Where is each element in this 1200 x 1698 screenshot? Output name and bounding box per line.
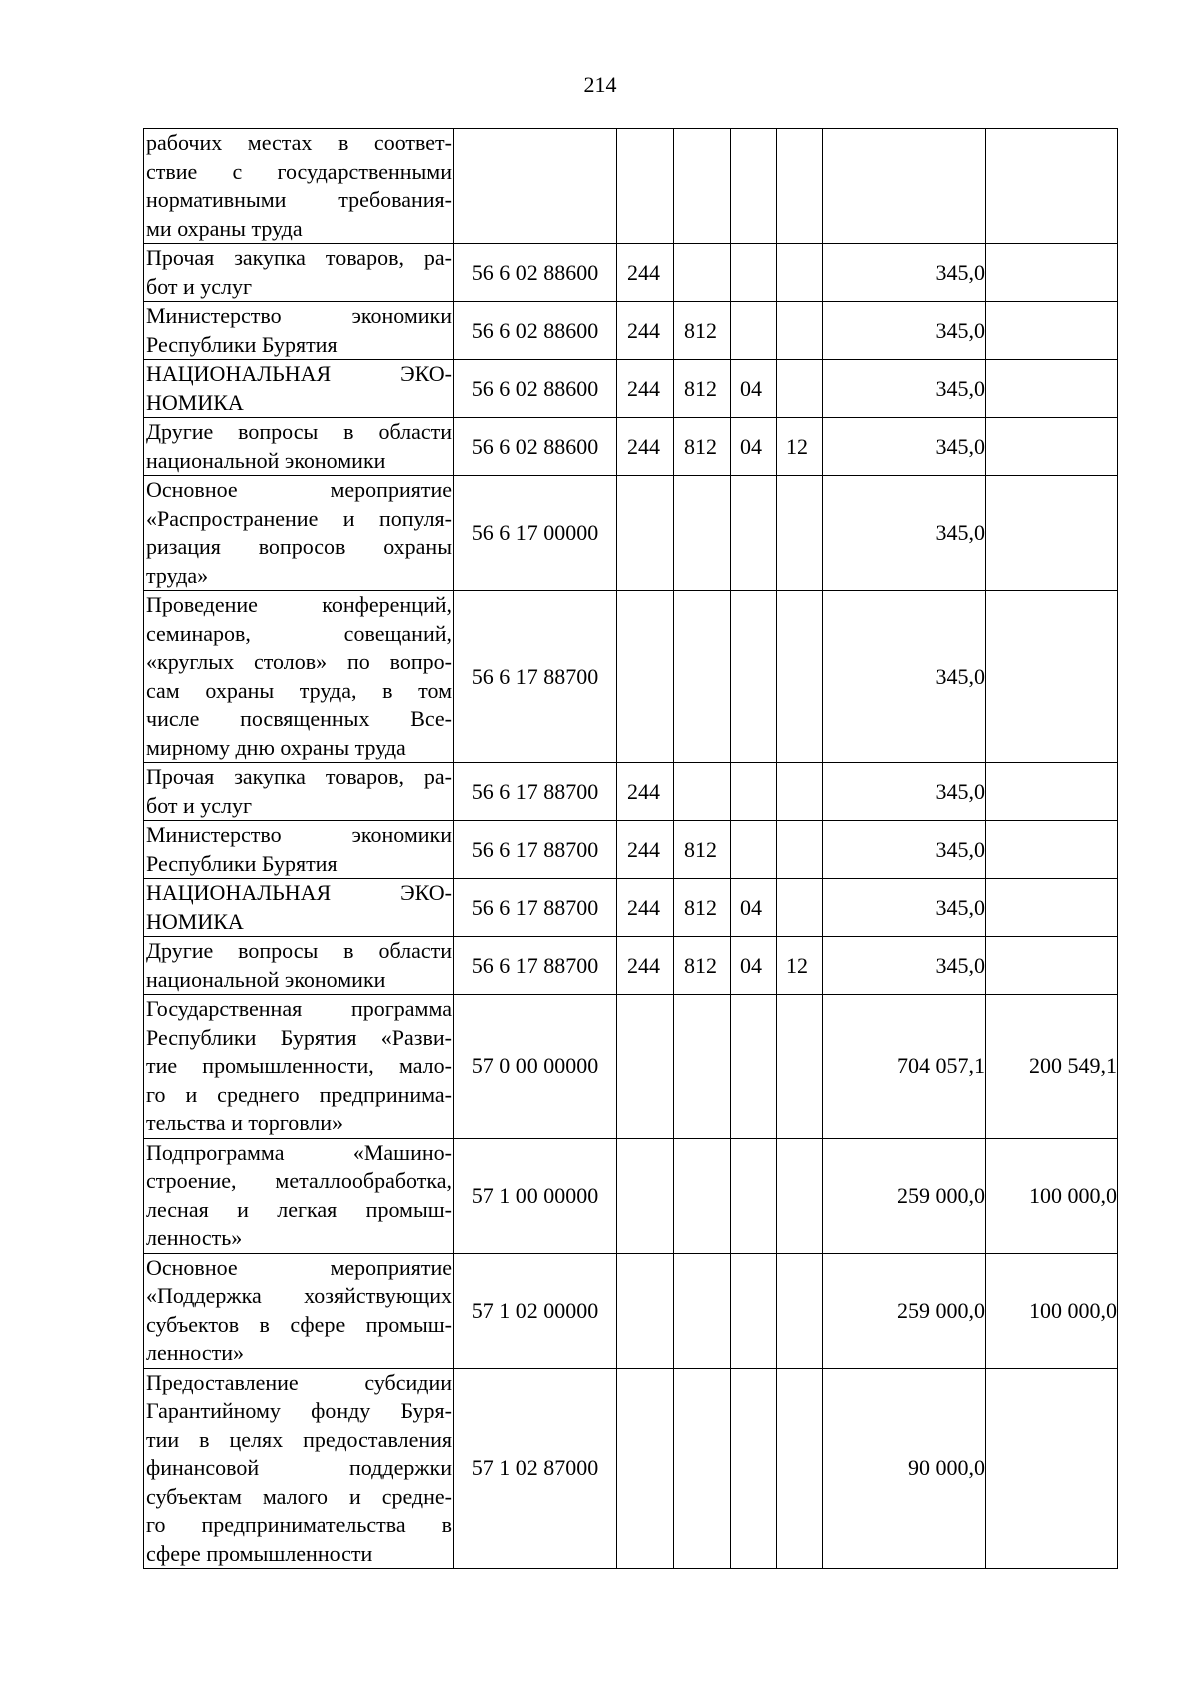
expense-type-cell <box>617 476 674 591</box>
item-name-line: субъектам малого и средне- <box>146 1483 452 1509</box>
item-name-cell <box>144 995 454 1139</box>
administrator-code-cell: 812 <box>674 360 731 418</box>
amount-cell: 259 000,0 <box>823 1253 986 1368</box>
administrator-code-cell: 812 <box>674 302 731 360</box>
item-name-line: семинаров, совещаний, <box>146 620 452 646</box>
item-name-line: тельства и торговли» <box>146 1110 344 1135</box>
item-name-cell <box>144 302 454 360</box>
expense-type-cell: 244 <box>617 879 674 937</box>
administrator-code-cell: 812 <box>674 418 731 476</box>
expense-type-cell <box>617 1368 674 1569</box>
subsection-cell <box>777 302 823 360</box>
section-cell <box>731 591 777 763</box>
target-article-cell: 57 1 02 00000 <box>454 1253 617 1368</box>
administrator-code-cell <box>674 763 731 821</box>
item-name-line: ленность» <box>146 1225 243 1250</box>
section-cell <box>731 995 777 1139</box>
expense-type-cell: 244 <box>617 244 674 302</box>
section-cell: 04 <box>731 418 777 476</box>
expense-type-cell: 244 <box>617 821 674 879</box>
item-name-line: НОМИКА <box>146 389 244 415</box>
section-cell: 04 <box>731 937 777 995</box>
table-row <box>144 591 1118 763</box>
amount-cell: 345,0 <box>823 476 986 591</box>
item-name-line: лесная и легкая промыш- <box>146 1196 452 1222</box>
item-name-line: строение, металлообработка, <box>146 1168 452 1193</box>
item-name-line: Основное мероприятие <box>146 477 452 502</box>
amount-federal-cell <box>986 937 1118 995</box>
item-name-line: национальной экономики <box>146 447 386 473</box>
item-name-line: Республики Бурятия «Разви- <box>146 1024 452 1050</box>
amount-cell: 259 000,0 <box>823 1138 986 1253</box>
target-article-cell: 56 6 17 00000 <box>454 476 617 591</box>
item-name-line: финансовой поддержки <box>146 1455 452 1480</box>
item-name-line: Республики Бурятия <box>146 331 338 357</box>
table-row <box>144 418 1118 476</box>
expense-type-cell <box>617 1138 674 1253</box>
table-row <box>144 1253 1118 1368</box>
target-article-cell: 57 0 00 00000 <box>454 995 617 1139</box>
table-row <box>144 1368 1118 1569</box>
table-row <box>144 763 1118 821</box>
item-name-line: мирному дню охраны труда <box>146 734 406 760</box>
table-row <box>144 821 1118 879</box>
item-name-line: числе посвященных Все- <box>146 706 452 731</box>
table-row <box>144 995 1118 1139</box>
expense-type-cell: 244 <box>617 302 674 360</box>
item-name-line: Республики Бурятия <box>146 850 338 876</box>
section-cell <box>731 1138 777 1253</box>
subsection-cell <box>777 879 823 937</box>
item-name-line: Проведение конференций, <box>146 592 452 617</box>
item-name-line: Подпрограмма «Машино- <box>146 1139 452 1165</box>
item-name-line: нормативными требования- <box>146 187 452 212</box>
item-name-line: тие промышленности, мало- <box>146 1053 452 1078</box>
administrator-code-cell: 812 <box>674 937 731 995</box>
item-name-line: го предпринимательства в <box>146 1512 452 1537</box>
amount-cell: 345,0 <box>823 821 986 879</box>
amount-federal-cell: 100 000,0 <box>986 1253 1118 1368</box>
amount-cell: 345,0 <box>823 763 986 821</box>
item-name-line: «Распространение и популя- <box>146 505 452 531</box>
expense-type-cell <box>617 995 674 1139</box>
subsection-cell: 12 <box>777 937 823 995</box>
section-cell <box>731 302 777 360</box>
item-name-line: субъектов в сфере промыш- <box>146 1311 452 1337</box>
item-name-cell <box>144 1138 454 1253</box>
administrator-code-cell: 812 <box>674 879 731 937</box>
amount-federal-cell <box>986 418 1118 476</box>
expense-type-cell <box>617 591 674 763</box>
subsection-cell: 12 <box>777 418 823 476</box>
item-name-cell <box>144 879 454 937</box>
item-name-line: сам охраны труда, в том <box>146 677 452 703</box>
target-article-cell: 56 6 02 88600 <box>454 302 617 360</box>
item-name-line: Гарантийному фонду Буря- <box>146 1398 452 1423</box>
item-name-cell <box>144 763 454 821</box>
amount-cell: 345,0 <box>823 879 986 937</box>
expense-type-cell: 244 <box>617 937 674 995</box>
item-name-line: НАЦИОНАЛЬНАЯ ЭКО- <box>146 361 452 386</box>
item-name-line: рабочих местах в соответ- <box>146 130 452 155</box>
item-name-line: ризация вопросов охраны <box>146 534 452 559</box>
item-name-cell <box>144 360 454 418</box>
expense-type-cell: 244 <box>617 763 674 821</box>
item-name-line: ми охраны труда <box>146 215 303 241</box>
amount-federal-cell <box>986 1368 1118 1569</box>
section-cell <box>731 1368 777 1569</box>
item-name-line: ствие с государственными <box>146 158 452 184</box>
amount-federal-cell <box>986 591 1118 763</box>
expense-type-cell <box>617 1253 674 1368</box>
target-article-cell: 56 6 17 88700 <box>454 591 617 763</box>
item-name-cell <box>144 1368 454 1569</box>
page-number: 214 <box>583 72 617 97</box>
item-name-line: «круглых столов» по вопро- <box>146 649 452 674</box>
item-name-cell <box>144 821 454 879</box>
item-name-cell <box>144 1253 454 1368</box>
section-cell <box>731 1253 777 1368</box>
administrator-code-cell <box>674 476 731 591</box>
table-row <box>144 129 1118 244</box>
amount-cell: 345,0 <box>823 937 986 995</box>
amount-federal-cell <box>986 821 1118 879</box>
item-name-line: труда» <box>146 562 209 588</box>
section-cell <box>731 244 777 302</box>
item-name-line: «Поддержка хозяйствующих <box>146 1283 452 1308</box>
amount-cell: 345,0 <box>823 360 986 418</box>
item-name-line: Предоставление субсидии <box>146 1369 452 1395</box>
item-name-line: ленности» <box>146 1340 244 1365</box>
administrator-code-cell <box>674 244 731 302</box>
item-name-line: НАЦИОНАЛЬНАЯ ЭКО- <box>146 880 452 905</box>
item-name-cell <box>144 129 454 244</box>
amount-cell: 345,0 <box>823 591 986 763</box>
table-row <box>144 302 1118 360</box>
item-name-cell <box>144 937 454 995</box>
subsection-cell <box>777 244 823 302</box>
budget-table-body <box>144 129 1118 1569</box>
target-article-cell: 56 6 02 88600 <box>454 418 617 476</box>
subsection-cell <box>777 1138 823 1253</box>
amount-federal-cell <box>986 129 1118 244</box>
subsection-cell <box>777 1368 823 1569</box>
subsection-cell <box>777 821 823 879</box>
item-name-line: Государственная программа <box>146 996 452 1021</box>
amount-federal-cell <box>986 302 1118 360</box>
section-cell <box>731 763 777 821</box>
amount-federal-cell <box>986 879 1118 937</box>
subsection-cell <box>777 360 823 418</box>
amount-federal-cell: 200 549,1 <box>986 995 1118 1139</box>
section-cell <box>731 821 777 879</box>
expense-type-cell: 244 <box>617 418 674 476</box>
subsection-cell <box>777 476 823 591</box>
subsection-cell <box>777 1253 823 1368</box>
administrator-code-cell <box>674 591 731 763</box>
item-name-line: сфере промышленности <box>146 1540 373 1566</box>
amount-cell <box>823 129 986 244</box>
item-name-line: НОМИКА <box>146 908 244 934</box>
administrator-code-cell <box>674 1253 731 1368</box>
target-article-cell <box>454 129 617 244</box>
amount-federal-cell <box>986 476 1118 591</box>
amount-cell: 90 000,0 <box>823 1368 986 1569</box>
amount-federal-cell <box>986 360 1118 418</box>
item-name-line: Другие вопросы в области <box>146 419 452 444</box>
item-name-line: национальной экономики <box>146 966 386 992</box>
target-article-cell: 57 1 02 87000 <box>454 1368 617 1569</box>
target-article-cell: 56 6 17 88700 <box>454 937 617 995</box>
subsection-cell <box>777 763 823 821</box>
item-name-line: Другие вопросы в области <box>146 938 452 963</box>
amount-federal-cell: 100 000,0 <box>986 1138 1118 1253</box>
table-row <box>144 937 1118 995</box>
amount-cell: 345,0 <box>823 418 986 476</box>
target-article-cell: 57 1 00 00000 <box>454 1138 617 1253</box>
expense-type-cell <box>617 129 674 244</box>
target-article-cell: 56 6 17 88700 <box>454 821 617 879</box>
item-name-line: бот и услуг <box>146 273 253 299</box>
item-name-line: бот и услуг <box>146 792 253 818</box>
expense-type-cell: 244 <box>617 360 674 418</box>
item-name-line: Основное мероприятие <box>146 1254 452 1280</box>
table-row <box>144 244 1118 302</box>
target-article-cell: 56 6 17 88700 <box>454 879 617 937</box>
administrator-code-cell: 812 <box>674 821 731 879</box>
table-row <box>144 360 1118 418</box>
amount-cell: 345,0 <box>823 244 986 302</box>
administrator-code-cell <box>674 1138 731 1253</box>
item-name-line: Министерство экономики <box>146 303 452 328</box>
item-name-line: Министерство экономики <box>146 822 452 847</box>
table-row <box>144 1138 1118 1253</box>
budget-table <box>143 128 1118 1569</box>
administrator-code-cell <box>674 1368 731 1569</box>
target-article-cell: 56 6 17 88700 <box>454 763 617 821</box>
item-name-cell <box>144 476 454 591</box>
subsection-cell <box>777 995 823 1139</box>
subsection-cell <box>777 591 823 763</box>
table-row <box>144 476 1118 591</box>
section-cell <box>731 129 777 244</box>
amount-cell: 345,0 <box>823 302 986 360</box>
item-name-line: Прочая закупка товаров, ра- <box>146 764 452 789</box>
item-name-cell <box>144 418 454 476</box>
item-name-line: го и среднего предпринима- <box>146 1081 452 1107</box>
amount-cell: 704 057,1 <box>823 995 986 1139</box>
item-name-line: Прочая закупка товаров, ра- <box>146 245 452 270</box>
amount-federal-cell <box>986 244 1118 302</box>
item-name-cell <box>144 591 454 763</box>
subsection-cell <box>777 129 823 244</box>
item-name-cell <box>144 244 454 302</box>
table-row <box>144 879 1118 937</box>
target-article-cell: 56 6 02 88600 <box>454 360 617 418</box>
section-cell: 04 <box>731 360 777 418</box>
section-cell <box>731 476 777 591</box>
item-name-line: тии в целях предоставления <box>146 1426 452 1452</box>
section-cell: 04 <box>731 879 777 937</box>
administrator-code-cell <box>674 129 731 244</box>
amount-federal-cell <box>986 763 1118 821</box>
administrator-code-cell <box>674 995 731 1139</box>
target-article-cell: 56 6 02 88600 <box>454 244 617 302</box>
